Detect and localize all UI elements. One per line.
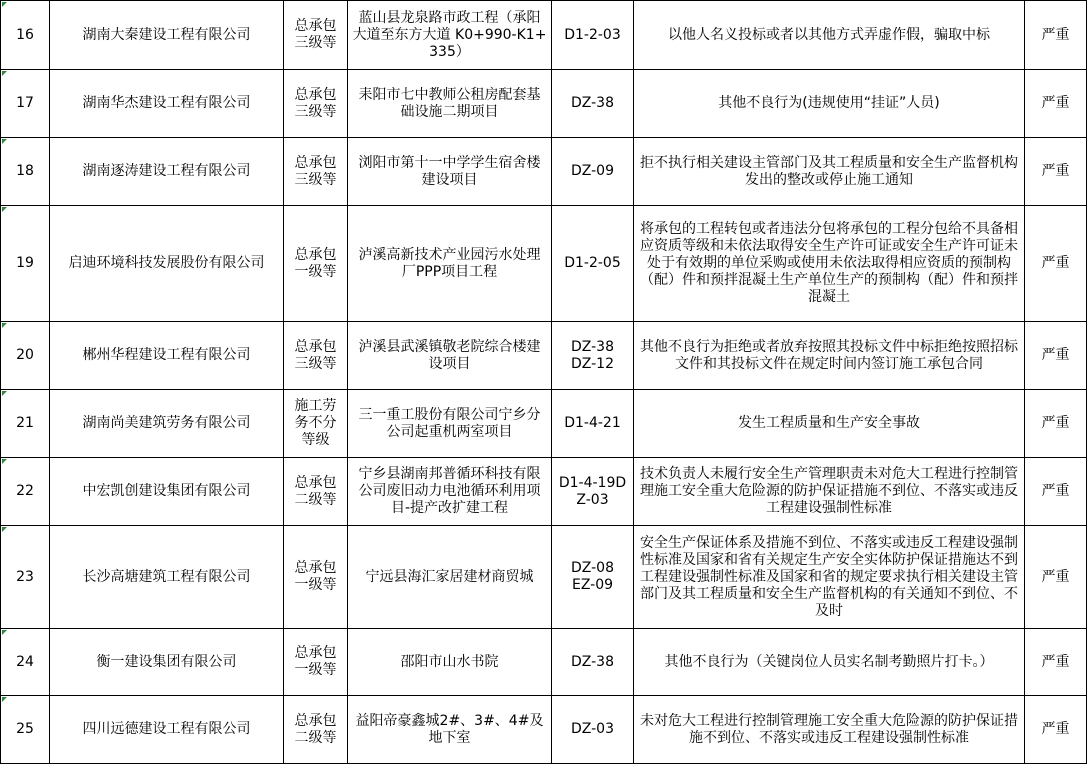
qualification-level-cell[interactable]: 总承包二级等 bbox=[284, 458, 348, 526]
behavior-cell[interactable]: 技术负责人未履行安全生产管理职责未对危大工程进行控制管理施工安全重大危险源的防护保证措施不到位、不落实或违反工程建设强制性标准 bbox=[634, 458, 1025, 526]
company-cell[interactable]: 长沙高塘建筑工程有限公司 bbox=[50, 526, 284, 629]
company-cell[interactable]: 湖南大秦建设工程有限公司 bbox=[50, 1, 284, 70]
qualification-level-cell[interactable]: 总承包三级等 bbox=[284, 70, 348, 138]
code-cell[interactable]: DZ-03 bbox=[552, 696, 634, 764]
project-cell[interactable]: 浏阳市第十一中学学生宿舍楼建设项目 bbox=[348, 138, 552, 206]
qualification-level-cell[interactable]: 总承包一级等 bbox=[284, 206, 348, 322]
table-row[interactable] bbox=[1, 390, 1087, 458]
row-number[interactable]: 25 bbox=[1, 696, 50, 764]
qualification-level-cell[interactable]: 总承包三级等 bbox=[284, 138, 348, 206]
row-number[interactable]: 21 bbox=[1, 390, 50, 458]
severity-cell[interactable]: 严重 bbox=[1025, 629, 1087, 696]
severity-cell[interactable]: 严重 bbox=[1025, 138, 1087, 206]
severity-cell[interactable]: 严重 bbox=[1025, 322, 1087, 390]
table-row[interactable] bbox=[1, 696, 1087, 764]
project-cell[interactable]: 益阳帝豪鑫城2#、3#、4#及地下室 bbox=[348, 696, 552, 764]
company-cell[interactable]: 郴州华程建设工程有限公司 bbox=[50, 322, 284, 390]
row-number[interactable]: 17 bbox=[1, 70, 50, 138]
row-number[interactable]: 16 bbox=[1, 1, 50, 70]
table-row[interactable] bbox=[1, 206, 1087, 322]
company-cell[interactable]: 衡一建设集团有限公司 bbox=[50, 629, 284, 696]
table-row[interactable] bbox=[1, 629, 1087, 696]
company-cell[interactable]: 湖南逐涛建设工程有限公司 bbox=[50, 138, 284, 206]
code-cell[interactable]: D1-2-05 bbox=[552, 206, 634, 322]
code-cell[interactable]: DZ-38 bbox=[552, 629, 634, 696]
table-row[interactable] bbox=[1, 70, 1087, 138]
behavior-cell[interactable]: 其他不良行为(违规使用“挂证”人员) bbox=[634, 70, 1025, 138]
row-number[interactable]: 23 bbox=[1, 526, 50, 629]
project-cell[interactable]: 宁远县海汇家居建材商贸城 bbox=[348, 526, 552, 629]
behavior-cell[interactable]: 其他不良行为拒绝或者放弃按照其投标文件中标拒绝按照招标文件和其投标文件在规定时间内签订施工承包合同 bbox=[634, 322, 1025, 390]
project-cell[interactable]: 邵阳市山水书院 bbox=[348, 629, 552, 696]
severity-cell[interactable]: 严重 bbox=[1025, 526, 1087, 629]
table-row[interactable] bbox=[1, 458, 1087, 526]
severity-cell[interactable]: 严重 bbox=[1025, 696, 1087, 764]
company-cell[interactable]: 中宏凯创建设集团有限公司 bbox=[50, 458, 284, 526]
row-number[interactable]: 22 bbox=[1, 458, 50, 526]
company-cell[interactable]: 湖南尚美建筑劳务有限公司 bbox=[50, 390, 284, 458]
qualification-level-cell[interactable]: 总承包一级等 bbox=[284, 526, 348, 629]
code-cell[interactable]: DZ-38 bbox=[552, 70, 634, 138]
project-cell[interactable]: 宁乡县湖南邦普循环科技有限公司废旧动力电池循环利用项目-提产改扩建工程 bbox=[348, 458, 552, 526]
row-number[interactable]: 19 bbox=[1, 206, 50, 322]
company-cell[interactable]: 启迪环境科技发展股份有限公司 bbox=[50, 206, 284, 322]
table-row[interactable] bbox=[1, 322, 1087, 390]
qualification-level-cell[interactable]: 总承包三级等 bbox=[284, 322, 348, 390]
severity-cell[interactable]: 严重 bbox=[1025, 458, 1087, 526]
row-number[interactable]: 24 bbox=[1, 629, 50, 696]
qualification-level-cell[interactable]: 总承包一级等 bbox=[284, 629, 348, 696]
row-number[interactable]: 20 bbox=[1, 322, 50, 390]
project-cell[interactable]: 三一重工股份有限公司宁乡分公司起重机两室项目 bbox=[348, 390, 552, 458]
table-body bbox=[1, 1, 1087, 764]
code-cell[interactable]: DZ-08 EZ-09 bbox=[552, 526, 634, 629]
qualification-level-cell[interactable]: 施工劳务不分等级 bbox=[284, 390, 348, 458]
project-cell[interactable]: 泸溪高新技术产业园污水处理厂PPP项目工程 bbox=[348, 206, 552, 322]
behavior-cell[interactable]: 拒不执行相关建设主管部门及其工程质量和安全生产监督机构发出的整改或停止施工通知 bbox=[634, 138, 1025, 206]
behavior-cell[interactable]: 安全生产保证体系及措施不到位、不落实或违反工程建设强制性标准及国家和省有关规定生产安全实体防护保证措施达不到工程建设强制性标准及国家和省的规定要求执行相关建设主管部门及其工程质量和安全生产监督机构的有关通知不到位、不及时 bbox=[634, 526, 1025, 629]
behavior-cell[interactable]: 其他不良行为（关键岗位人员实名制考勤照片打卡。） bbox=[634, 629, 1025, 696]
severity-cell[interactable]: 严重 bbox=[1025, 1, 1087, 70]
company-cell[interactable]: 四川远德建设工程有限公司 bbox=[50, 696, 284, 764]
behavior-cell[interactable]: 未对危大工程进行控制管理施工安全重大危险源的防护保证措施不到位、不落实或违反工程建设强制性标准 bbox=[634, 696, 1025, 764]
row-number[interactable]: 18 bbox=[1, 138, 50, 206]
qualification-level-cell[interactable]: 总承包三级等 bbox=[284, 1, 348, 70]
severity-cell[interactable]: 严重 bbox=[1025, 70, 1087, 138]
code-cell[interactable]: D1-2-03 bbox=[552, 1, 634, 70]
severity-cell[interactable]: 严重 bbox=[1025, 390, 1087, 458]
code-cell[interactable]: DZ-09 bbox=[552, 138, 634, 206]
table-row[interactable] bbox=[1, 526, 1087, 629]
code-cell[interactable]: D1-4-21 bbox=[552, 390, 634, 458]
table-row[interactable] bbox=[1, 1, 1087, 70]
project-cell[interactable]: 泸溪县武溪镇敬老院综合楼建设项目 bbox=[348, 322, 552, 390]
project-cell[interactable]: 耒阳市七中教师公租房配套基础设施二期项目 bbox=[348, 70, 552, 138]
project-cell[interactable]: 蓝山县龙泉路市政工程（承阳大道至东方大道 K0+990-K1+335） bbox=[348, 1, 552, 70]
company-cell[interactable]: 湖南华杰建设工程有限公司 bbox=[50, 70, 284, 138]
behavior-cell[interactable]: 以他人名义投标或者以其他方式弄虚作假，骗取中标 bbox=[634, 1, 1025, 70]
code-cell[interactable]: DZ-38 DZ-12 bbox=[552, 322, 634, 390]
qualification-level-cell[interactable]: 总承包二级等 bbox=[284, 696, 348, 764]
behavior-cell[interactable]: 发生工程质量和生产安全事故 bbox=[634, 390, 1025, 458]
behavior-cell[interactable]: 将承包的工程转包或者违法分包将承包的工程分包给不具备相应资质等级和未依法取得安全生产许可证或安全生产许可证未处于有效期的单位采购或使用未依法取得相应资质的预制构（配）件和预拌混凝土生产单位生产的预制构（配）件和预拌混凝土 bbox=[634, 206, 1025, 322]
code-cell[interactable]: D1-4-19DZ-03 bbox=[552, 458, 634, 526]
table-row[interactable] bbox=[1, 138, 1087, 206]
severity-cell[interactable]: 严重 bbox=[1025, 206, 1087, 322]
